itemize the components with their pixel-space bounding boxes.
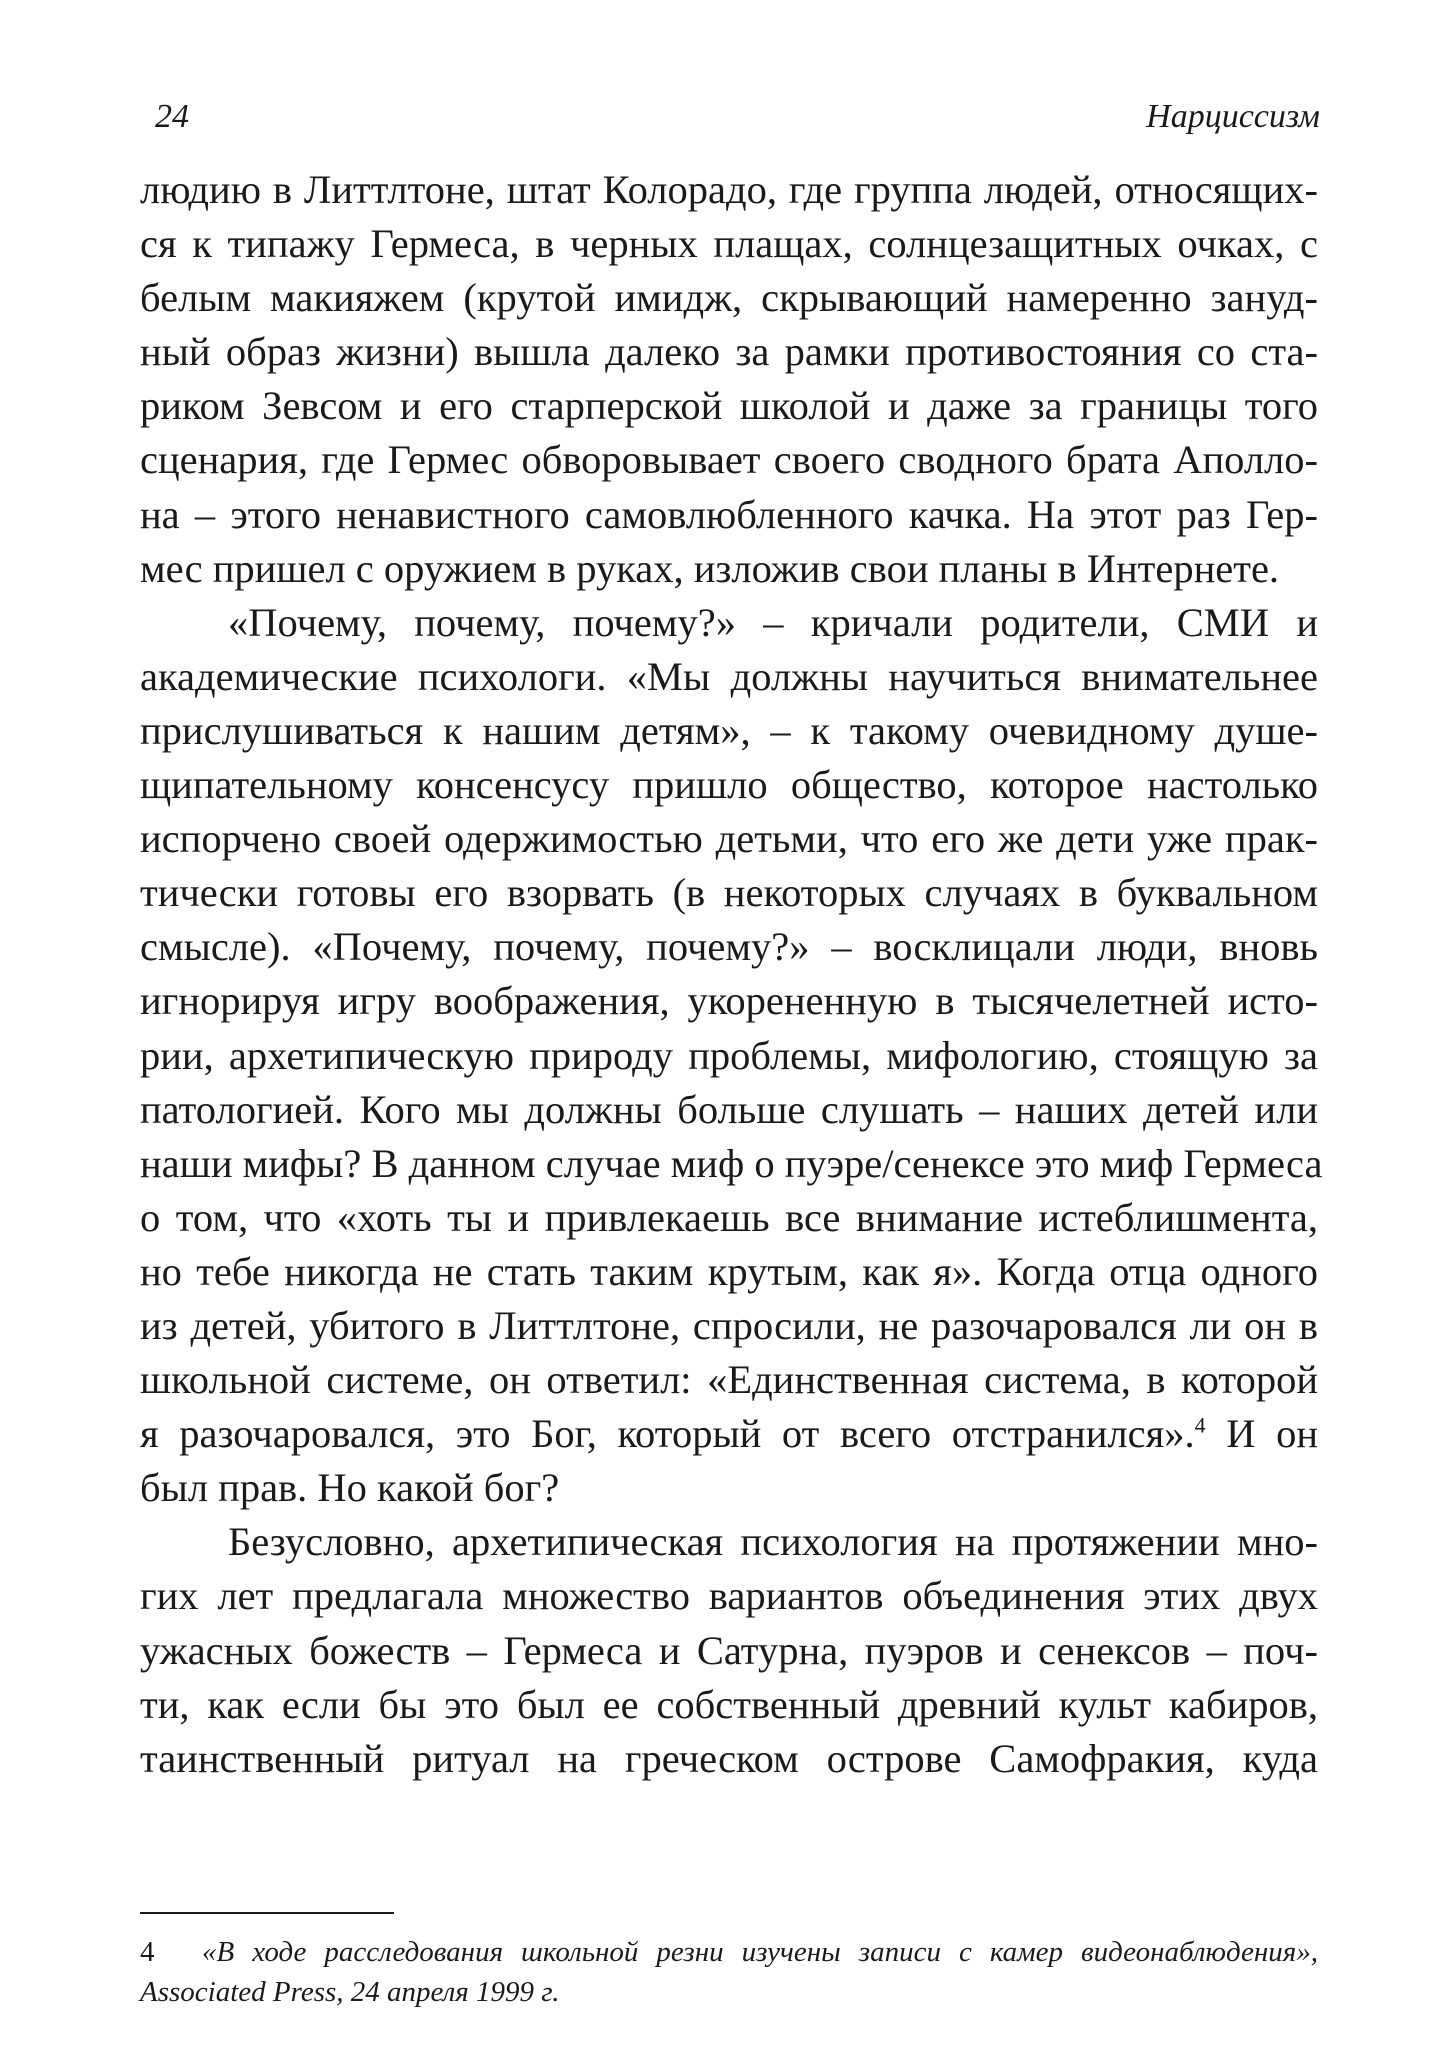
footnote-rule [140, 1912, 394, 1914]
text-line: наши мифы? В данном случае миф о пуэре/сенексе это миф Гермеса [140, 1140, 1323, 1186]
text-line: о том, что «хоть ты и привлекаешь все внимание истеблишмента, [140, 1194, 1318, 1240]
paragraph-start-line: «Почему, почему, почему?» – кричали родители, СМИ и [228, 599, 1318, 645]
text-line: ный образ жизни) вышла далеко за рамки противостояния со ста- [140, 329, 1318, 375]
text-line: смысле). «Почему, почему, почему?» – восклицали люди, вновь [140, 924, 1318, 970]
text-line: испорчено своей одержимостью детьми, что его же дети уже прак- [140, 816, 1318, 862]
footnote-line [140, 1932, 1318, 1972]
footnote-number: 4 [140, 1936, 155, 1968]
footnote-line: Associated Press, 24 апреля 1999 г. [140, 1976, 560, 2008]
text-line: ся к типажу Гермеса, в черных плащах, солнцезащитных очках, с [140, 221, 1318, 267]
text-line: на – этого ненавистного самовлюбленного качка. На этот раз Гер- [140, 491, 1318, 537]
text-line: ти, как если бы это был ее собственный древний культ кабиров, [140, 1681, 1318, 1727]
text-segment: я разочаровался, это Бог, который от всего отстранился». [140, 1411, 1195, 1457]
text-line: академические психологи. «Мы должны научиться внимательнее [140, 653, 1318, 699]
running-title: Нарциссизм [1146, 98, 1320, 135]
footnotes [140, 1932, 1318, 2012]
running-head [155, 98, 1320, 144]
text-line-with-footnote [140, 1407, 1318, 1461]
text-segment: И он [1205, 1411, 1319, 1457]
text-line: щипательному консенсусу пришло общество, которое настолько [140, 762, 1318, 808]
text-line: но тебе никогда не стать таким крутым, как я». Когда отца одного [140, 1248, 1318, 1294]
text-line: гих лет предлагала множество вариантов объединения этих двух [140, 1573, 1318, 1619]
text-line: мес пришел с оружием в руках, изложив свои планы в Интернете. [140, 545, 1280, 591]
page-number: 24 [155, 98, 189, 135]
text-line: таинственный ритуал на греческом острове Самофракия, куда [140, 1735, 1318, 1781]
body-text [140, 163, 1323, 1786]
text-line: ужасных божеств – Гермеса и Сатурна, пуэров и сенексов – поч- [140, 1627, 1318, 1673]
text-line: сценария, где Гермес обворовывает своего сводного брата Аполло- [140, 437, 1318, 483]
text-line: прислушиваться к нашим детям», – к такому очевидному душе- [140, 707, 1318, 753]
text-line: был прав. Но какой бог? [140, 1465, 560, 1511]
text-line: рии, архетипическую природу проблемы, мифологию, стоящую за [140, 1032, 1318, 1078]
footnote-text: «В ходе расследования школьной резни изучены записи с камер видеонаблюдения», [202, 1936, 1318, 1968]
text-line: игнорируя игру воображения, укорененную в тысячелетней исто- [140, 978, 1318, 1024]
text-line: школьной системе, он ответил: «Единственная система, в которой [140, 1357, 1318, 1403]
footnote-ref[interactable]: 4 [1194, 1412, 1206, 1438]
text-line: из детей, убитого в Литтлтоне, спросили, не разочаровался ли он в [140, 1302, 1318, 1348]
text-line: патологией. Кого мы должны больше слушать – наших детей или [140, 1086, 1318, 1132]
text-line: белым макияжем (крутой имидж, скрывающий намеренно зануд- [140, 275, 1318, 321]
text-line: тически готовы его взорвать (в некоторых случаях в буквальном [140, 870, 1318, 916]
text-line: риком Зевсом и его старперской школой и даже за границы того [140, 383, 1318, 429]
paragraph-start-line: Безусловно, архетипическая психология на протяжении мно- [228, 1519, 1318, 1565]
text-line: людию в Литтлтоне, штат Колорадо, где группа людей, относящих- [140, 167, 1318, 212]
